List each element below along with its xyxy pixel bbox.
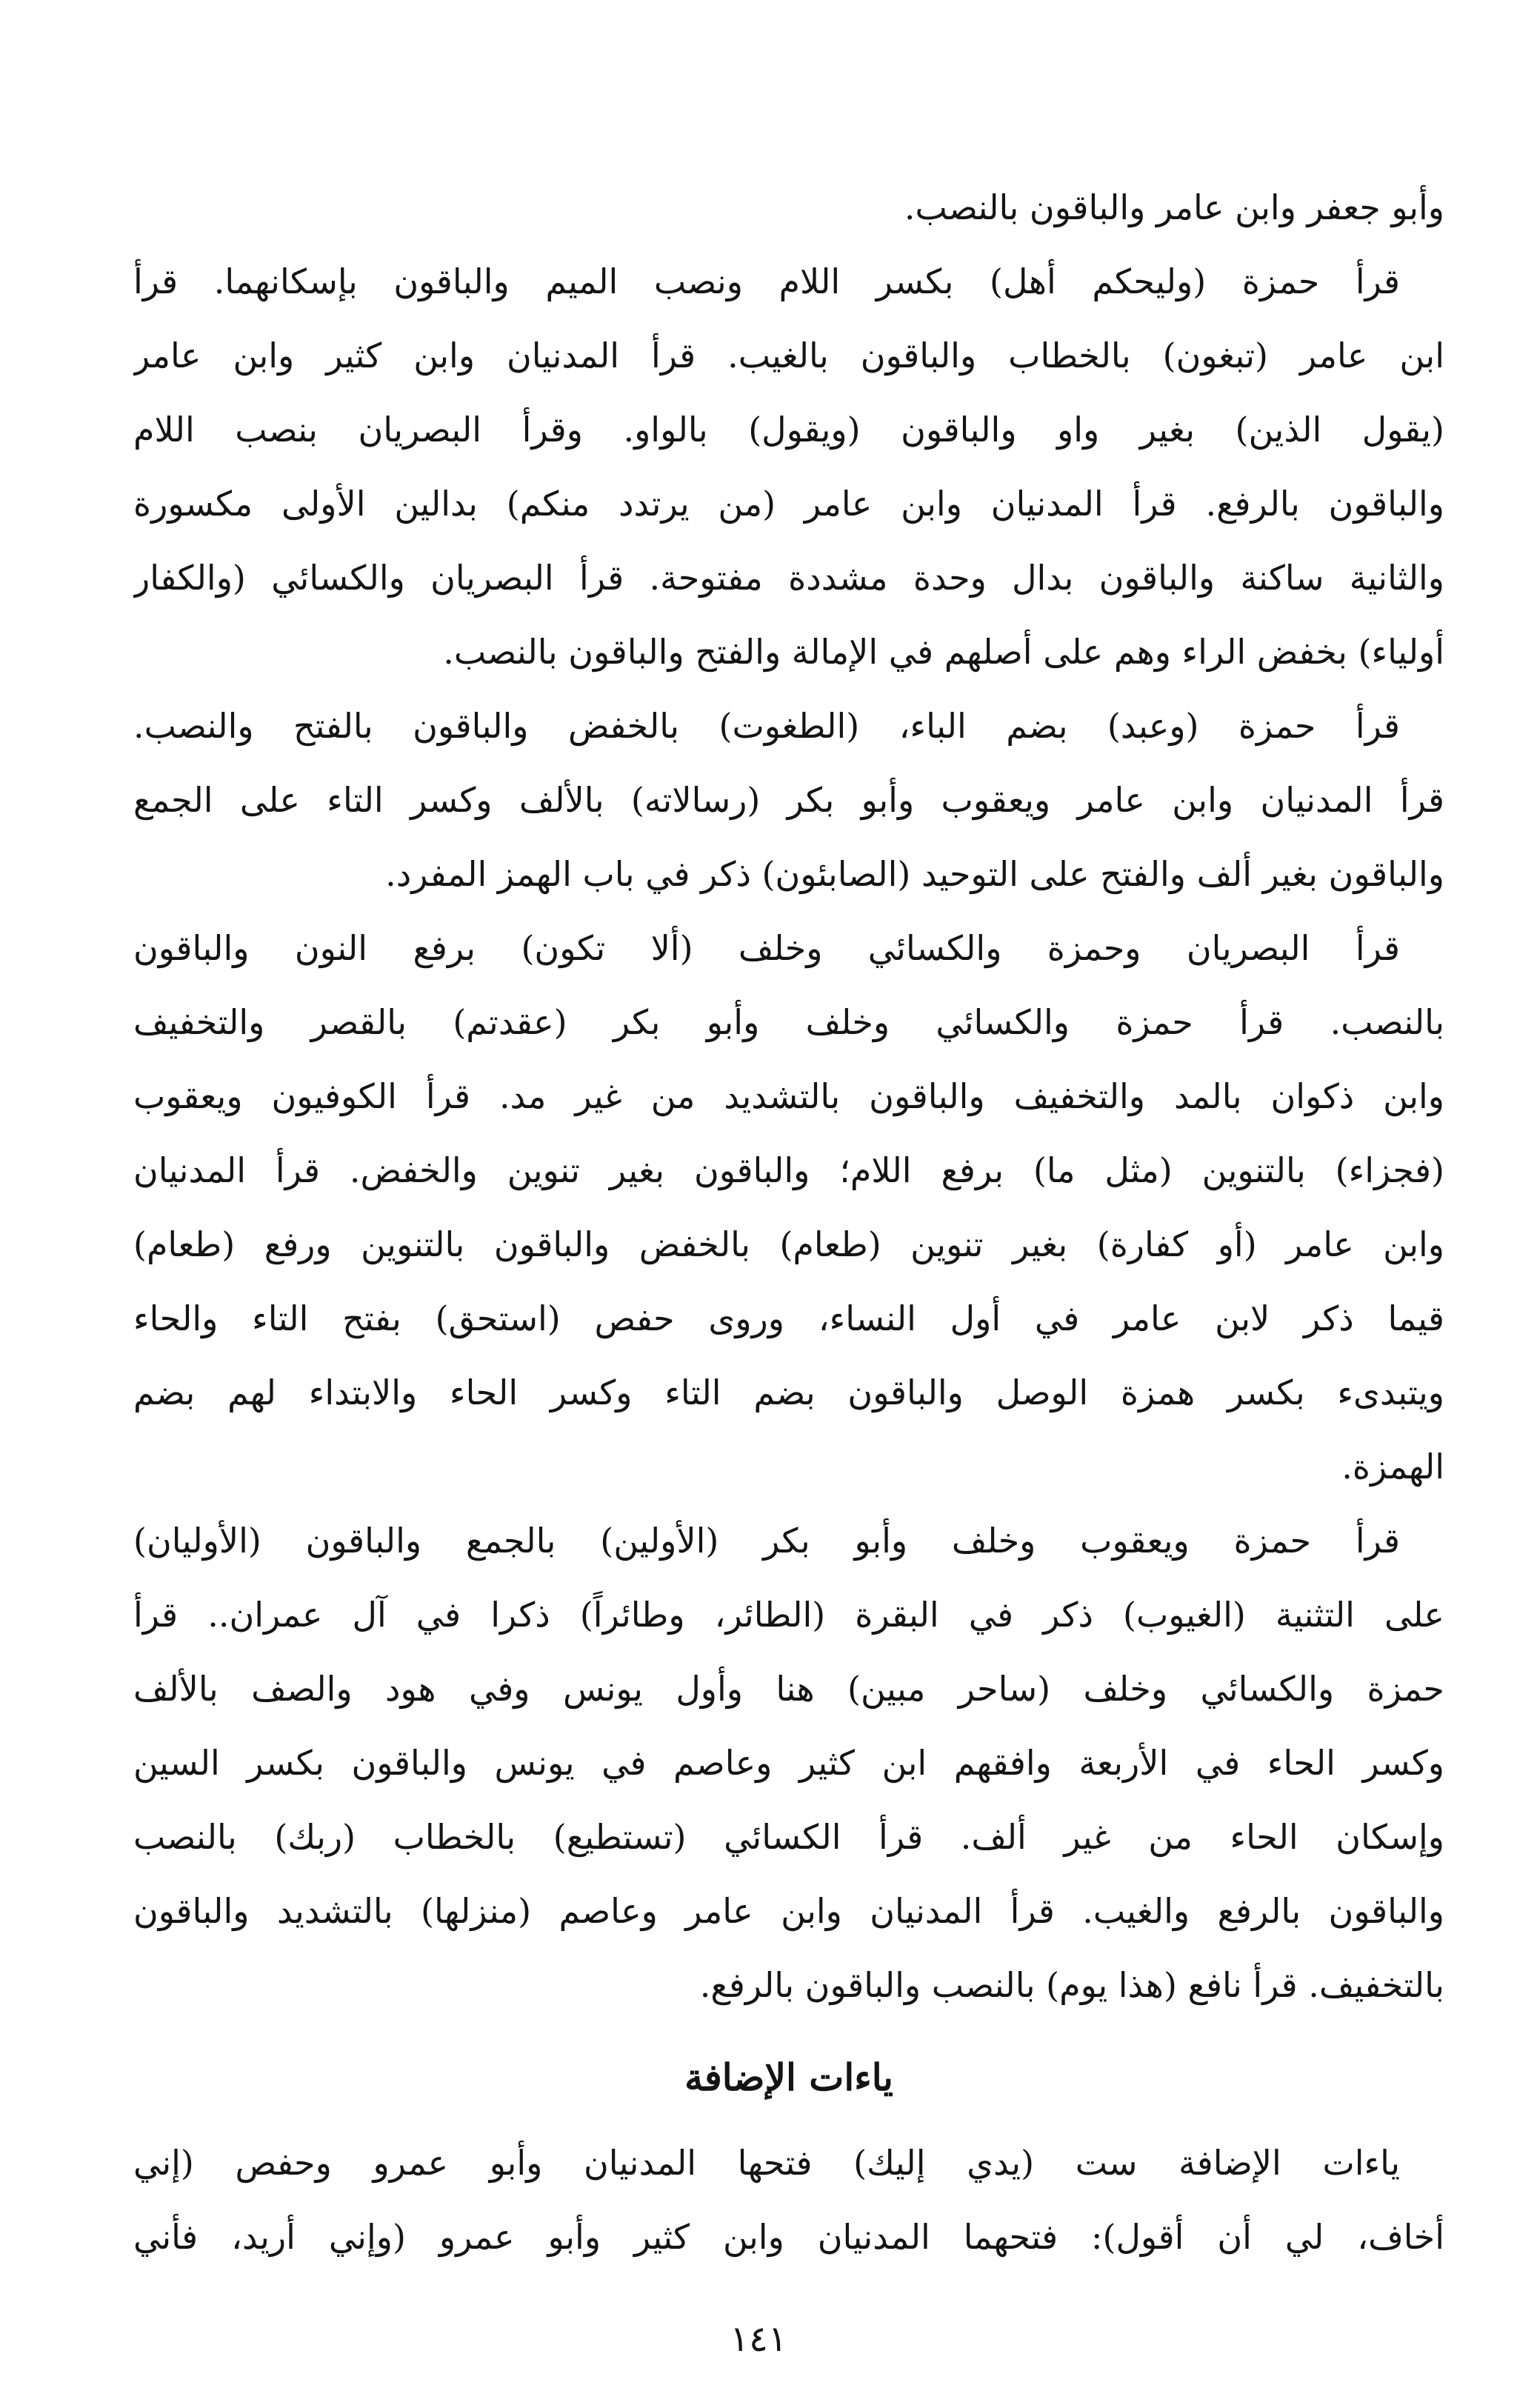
- text-line: وإسكان الحاء من غير ألف. قرأ الكسائي (تستطيع) بالخطاب (ربك) بالنصب: [133, 1817, 1444, 1857]
- text-line: قرأ البصريان وحمزة والكسائي وخلف (ألا تكون) برفع النون والباقون: [133, 928, 1400, 968]
- text-line: والباقون بالرفع والغيب. قرأ المدنيان وابن عامر وعاصم (منزلها) بالتشديد والباقون: [133, 1891, 1444, 1931]
- paragraph-4: [133, 911, 1444, 1504]
- book-page: [133, 170, 1444, 2318]
- text-line: (فجزاء) بالتنوين (مثل ما) برفع اللام؛ والباقون بغير تنوين والخفض. قرأ المدنيان: [133, 1150, 1444, 1190]
- text-line: ابن عامر (تبغون) بالخطاب والباقون بالغيب. قرأ المدنيان وابن كثير وابن عامر: [133, 336, 1444, 376]
- text-line: قرأ المدنيان وابن عامر ويعقوب وأبو بكر (رسالاته) بالألف وكسر التاء على الجمع: [133, 780, 1444, 820]
- text-line: بالتخفيف. قرأ نافع (هذا يوم) بالنصب والباقون بالرفع.: [699, 1965, 1444, 2005]
- text-line: والباقون بالرفع. قرأ المدنيان وابن عامر (من يرتدد منكم) بدالين الأولى مكسورة: [133, 484, 1444, 524]
- text-line: حمزة والكسائي وخلف (ساحر مبين) هنا وأول يونس وفي هود والصف بالألف: [133, 1669, 1444, 1709]
- text-line: قيما ذكر لابن عامر في أول النساء، وروى حفص (استحق) بفتح التاء والحاء: [133, 1298, 1444, 1338]
- text-line: (يقول الذين) بغير واو والباقون (ويقول) بالواو. وقرأ البصريان بنصب اللام: [133, 410, 1444, 450]
- text-line: ياءات الإضافة ست (يدي إليك) فتحها المدنيان وأبو عمرو وحفص (إني: [133, 2143, 1400, 2183]
- text-line: وأبو جعفر وابن عامر والباقون بالنصب.: [904, 187, 1444, 227]
- text-line: والباقون بغير ألف والفتح على التوحيد (الصابئون) ذكر في باب الهمز المفرد.: [385, 854, 1444, 894]
- text-line: بالنصب. قرأ حمزة والكسائي وخلف وأبو بكر (عقدتم) بالقصر والتخفيف: [133, 1002, 1444, 1042]
- text-line: قرأ حمزة (وليحكم أهل) بكسر اللام ونصب الميم والباقون بإسكانهما. قرأ: [133, 261, 1400, 301]
- text-line: والثانية ساكنة والباقون بدال وحدة مشددة مفتوحة. قرأ البصريان والكسائي (والكفار: [133, 558, 1444, 598]
- text-line: وابن عامر (أو كفارة) بغير تنوين (طعام) بالخفض والباقون بالتنوين ورفع (طعام): [133, 1224, 1444, 1264]
- text-line: وابن ذكوان بالمد والتخفيف والباقون بالتشديد من غير مد. قرأ الكوفيون ويعقوب: [133, 1076, 1444, 1116]
- paragraph-3: [133, 689, 1444, 911]
- text-line: أولياء) بخفض الراء وهم على أصلهم في الإمالة والفتح والباقون بالنصب.: [443, 632, 1444, 672]
- text-line: الهمزة.: [1341, 1447, 1444, 1487]
- text-line: أخاف، لي أن أقول): فتحهما المدنيان وابن كثير وأبو عمرو (وإني أريد، فأني: [133, 2217, 1444, 2257]
- text-line: قرأ حمزة (وعبد) بضم الباء، (الطغوت) بالخفض والباقون بالفتح والنصب.: [133, 706, 1400, 746]
- text-line: على التثنية (الغيوب) ذكر في البقرة (الطائر، وطائراً) ذكرا في آل عمران.. قرأ: [133, 1595, 1444, 1635]
- paragraph-1: [133, 170, 1444, 244]
- paragraph-5: [133, 1504, 1444, 2022]
- paragraph-2: [133, 244, 1444, 689]
- text-line: وكسر الحاء في الأربعة وافقهم ابن كثير وعاصم في يونس والباقون بكسر السين: [133, 1743, 1444, 1783]
- text-line: ويتبدىء بكسر همزة الوصل والباقون بضم التاء وكسر الحاء والابتداء لهم بضم: [133, 1373, 1444, 1413]
- section-heading: ياءات الإضافة: [684, 2055, 893, 2099]
- closing-paragraph: [133, 2126, 1444, 2274]
- page-number: ١٤١: [730, 2318, 787, 2360]
- text-line: قرأ حمزة ويعقوب وخلف وأبو بكر (الأولين) بالجمع والباقون (الأوليان): [133, 1521, 1400, 1561]
